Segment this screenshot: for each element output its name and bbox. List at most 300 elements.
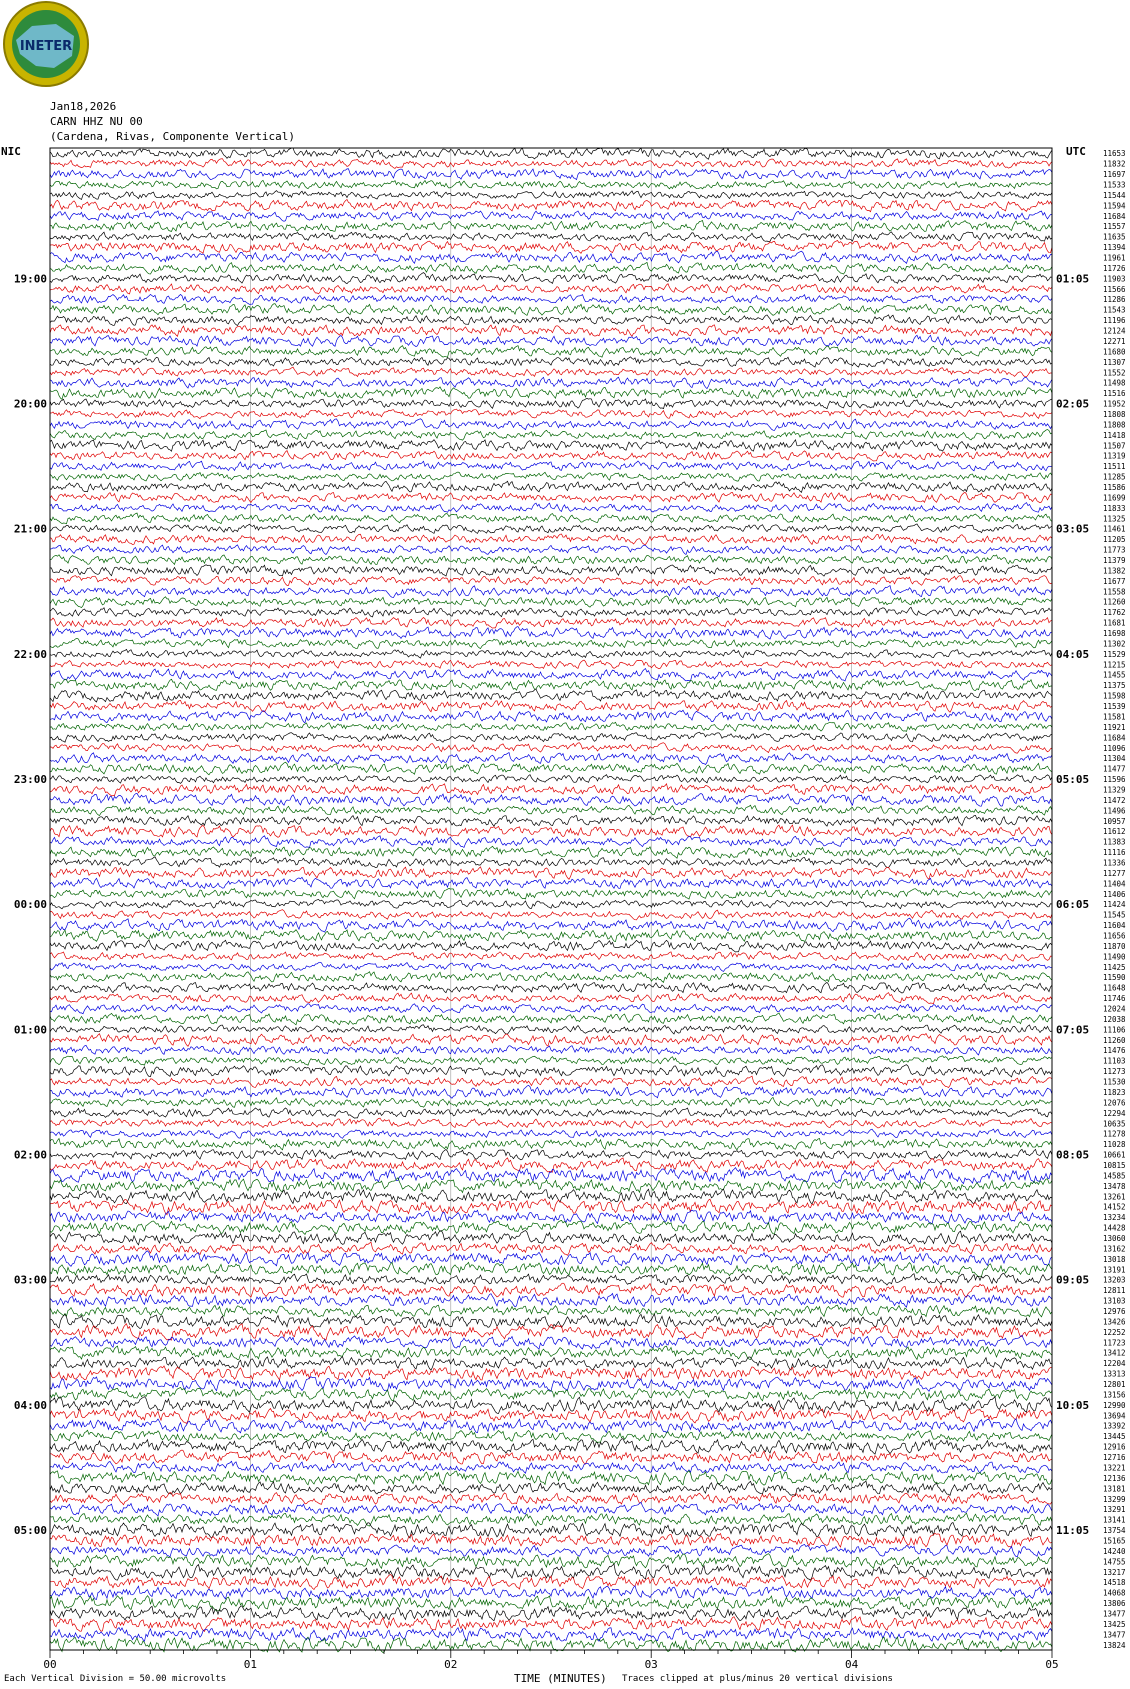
trace-line [50, 586, 1052, 598]
trace-count-label: 11472 [1103, 795, 1126, 805]
trace-line [50, 805, 1052, 815]
trace-count-label: 12024 [1103, 1004, 1126, 1014]
trace-count-label: 11681 [1103, 618, 1126, 628]
trace-count-label: 11566 [1103, 284, 1126, 294]
trace-count-label: 11699 [1103, 493, 1126, 503]
trace-line [50, 899, 1052, 908]
trace-line [50, 1430, 1052, 1442]
trace-line [50, 159, 1052, 169]
trace-line [50, 534, 1052, 545]
trace-line [50, 910, 1052, 920]
trace-count-label: 12271 [1103, 336, 1126, 346]
trace-count-label: 11496 [1103, 806, 1126, 816]
trace-line [50, 1335, 1052, 1349]
trace-count-label: 11382 [1103, 566, 1126, 576]
trace-line [50, 1129, 1052, 1138]
right-hour-label: 04:05 [1056, 647, 1090, 661]
trace-count-label: 13103 [1103, 1296, 1126, 1306]
trace-count-label: 13203 [1103, 1275, 1126, 1285]
trace-count-label: 11286 [1103, 295, 1126, 305]
trace-line [50, 1056, 1052, 1065]
trace-line [50, 304, 1052, 316]
trace-line [50, 1439, 1052, 1455]
trace-count-label: 11684 [1103, 733, 1126, 743]
trace-line [50, 503, 1052, 513]
trace-count-label: 11319 [1103, 451, 1126, 461]
trace-line [50, 325, 1052, 336]
trace-count-label: 11921 [1103, 722, 1126, 732]
trace-count-label: 13806 [1103, 1599, 1126, 1609]
trace-count-label: 13060 [1103, 1233, 1126, 1243]
trace-count-label: 11215 [1103, 660, 1126, 670]
trace-line [50, 1158, 1052, 1172]
trace-count-label: 11746 [1103, 994, 1126, 1004]
trace-count-label: 11406 [1103, 889, 1126, 899]
trace-count-label: 11375 [1103, 681, 1126, 691]
trace-count-label: 13181 [1103, 1484, 1126, 1494]
trace-line [50, 1544, 1052, 1557]
trace-count-label: 13299 [1103, 1494, 1126, 1504]
trace-count-label: 11304 [1103, 754, 1126, 764]
left-hour-label: 19:00 [13, 272, 47, 286]
trace-line [50, 846, 1052, 858]
trace-count-label: 11558 [1103, 587, 1126, 597]
trace-line [50, 1168, 1052, 1184]
trace-line [50, 295, 1052, 305]
trace-count-label: 11461 [1103, 524, 1126, 534]
trace-line [50, 918, 1052, 932]
trace-line [50, 1471, 1052, 1485]
trace-count-label: 11418 [1103, 430, 1126, 440]
trace-line [50, 982, 1052, 993]
trace-count-label: 14152 [1103, 1202, 1126, 1212]
trace-count-label: 12136 [1103, 1473, 1126, 1483]
trace-line [50, 1242, 1052, 1255]
plot-date: Jan18,2026 [50, 100, 117, 113]
trace-line [50, 576, 1052, 586]
trace-count-label: 11653 [1103, 149, 1126, 159]
trace-line [50, 649, 1052, 658]
trace-line [50, 346, 1052, 358]
trace-line [50, 1118, 1052, 1128]
trace-line [50, 679, 1052, 690]
right-hour-label: 08:05 [1056, 1148, 1090, 1162]
trace-count-label: 11260 [1103, 1035, 1126, 1045]
trace-count-label: 11870 [1103, 941, 1126, 951]
x-axis-label: TIME (MINUTES) [514, 1672, 607, 1685]
trace-line [50, 1533, 1052, 1547]
trace-count-label: 11424 [1103, 900, 1126, 910]
trace-count-label: 12916 [1103, 1442, 1126, 1452]
trace-count-label: 11635 [1103, 232, 1126, 242]
trace-line [50, 1324, 1052, 1340]
trace-count-label: 11539 [1103, 702, 1126, 712]
trace-line [50, 793, 1052, 806]
trace-line [50, 492, 1052, 502]
trace-line [50, 451, 1052, 461]
trace-line [50, 1461, 1052, 1473]
trace-line [50, 481, 1052, 492]
trace-line [50, 1522, 1052, 1538]
x-tick-label: 04 [844, 1658, 859, 1668]
trace-line [50, 440, 1052, 452]
trace-line [50, 993, 1052, 1004]
trace-line [50, 169, 1052, 180]
trace-count-label: 12252 [1103, 1327, 1126, 1337]
right-hour-label: 10:05 [1056, 1398, 1090, 1412]
trace-line [50, 211, 1052, 221]
trace-line [50, 377, 1052, 388]
trace-count-label: 11196 [1103, 316, 1126, 326]
trace-count-label: 14068 [1103, 1588, 1126, 1598]
trace-line [50, 962, 1052, 971]
trace-line [50, 430, 1052, 441]
trace-count-label: 11379 [1103, 556, 1126, 566]
gridlines [250, 148, 851, 1650]
trace-line [50, 1606, 1052, 1621]
trace-line [50, 825, 1052, 837]
trace-line [50, 888, 1052, 899]
x-axis [43, 1650, 1058, 1668]
left-hour-label: 00:00 [13, 898, 47, 912]
trace-count-label: 11383 [1103, 837, 1126, 847]
trace-count-label: 13018 [1103, 1254, 1126, 1264]
trace-count-label: 11277 [1103, 868, 1126, 878]
trace-count-label: 13191 [1103, 1265, 1126, 1275]
trace-count-label: 12976 [1103, 1307, 1126, 1317]
trace-count-label: 11684 [1103, 211, 1126, 221]
trace-line [50, 1097, 1052, 1107]
trace-count-label: 14755 [1103, 1557, 1126, 1567]
trace-line [50, 1554, 1052, 1569]
trace-count-label: 13477 [1103, 1630, 1126, 1640]
trace-line [50, 148, 1052, 159]
trace-count-label: 11808 [1103, 409, 1126, 419]
trace-count-label: 13261 [1103, 1192, 1126, 1202]
left-hour-label: 23:00 [13, 773, 47, 787]
trace-count-label: 11557 [1103, 222, 1126, 232]
trace-count-label: 11952 [1103, 399, 1126, 409]
trace-count-label: 12076 [1103, 1098, 1126, 1108]
trace-count-label: 11205 [1103, 535, 1126, 545]
trace-count-label: 11808 [1103, 420, 1126, 430]
trace-count-label: 11530 [1103, 1077, 1126, 1087]
station-description: (Cardena, Rivas, Componente Vertical) [50, 130, 296, 143]
right-hour-label: 06:05 [1056, 898, 1090, 912]
trace-line [50, 315, 1052, 326]
trace-count-label: 11726 [1103, 263, 1126, 273]
trace-count-label: 12294 [1103, 1108, 1126, 1118]
trace-count-label: 13162 [1103, 1244, 1126, 1254]
trace-line [50, 710, 1052, 723]
left-hour-label: 21:00 [13, 522, 47, 536]
trace-count-label: 12124 [1103, 326, 1126, 336]
trace-line [50, 1481, 1052, 1495]
trace-count-label: 11404 [1103, 879, 1126, 889]
left-hour-label: 22:00 [13, 647, 47, 661]
trace-count-label: 11596 [1103, 775, 1126, 785]
trace-line [50, 357, 1052, 367]
trace-count-label: 11329 [1103, 785, 1126, 795]
trace-count-label: 12716 [1103, 1453, 1126, 1463]
trace-count-label: 11455 [1103, 670, 1126, 680]
trace-line [50, 200, 1052, 212]
trace-line [50, 1283, 1052, 1297]
trace-line [50, 596, 1052, 608]
trace-count-label: 11697 [1103, 170, 1126, 180]
trace-line [50, 565, 1052, 576]
trace-count-label: 13445 [1103, 1432, 1126, 1442]
trace-line [50, 1397, 1052, 1414]
trace-line [50, 545, 1052, 555]
trace-count-label: 11394 [1103, 243, 1126, 253]
trace-line [50, 1628, 1052, 1642]
trace-count-label: 11325 [1103, 514, 1126, 524]
trace-count-label: 13426 [1103, 1317, 1126, 1327]
trace-line [50, 669, 1052, 682]
trace-line [50, 627, 1052, 640]
right-hour-label: 05:05 [1056, 773, 1090, 787]
trace-line [50, 1346, 1052, 1360]
trace-count-label: 12811 [1103, 1286, 1126, 1296]
trace-line [50, 857, 1052, 868]
trace-line [50, 419, 1052, 431]
trace-count-label: 14428 [1103, 1223, 1126, 1233]
trace-line [50, 784, 1052, 796]
trace-line [50, 241, 1052, 254]
trace-count-label: 11336 [1103, 858, 1126, 868]
station-code: CARN HHZ NU 00 [50, 115, 143, 128]
trace-count-label: 11604 [1103, 921, 1126, 931]
trace-count-label: 13694 [1103, 1411, 1126, 1421]
trace-count-label: 11590 [1103, 973, 1126, 983]
trace-line [50, 1178, 1052, 1194]
right-hour-label: 02:05 [1056, 397, 1090, 411]
trace-count-label: 13477 [1103, 1609, 1126, 1619]
trace-count-label: 11762 [1103, 608, 1126, 618]
right-hour-label: 03:05 [1056, 522, 1090, 536]
trace-count-label: 11833 [1103, 503, 1126, 513]
trace-count-label: 11544 [1103, 190, 1126, 200]
trace-count-label: 11425 [1103, 962, 1126, 972]
left-hour-label: 04:00 [13, 1398, 47, 1412]
trace-line [50, 1065, 1052, 1077]
trace-count-label: 10815 [1103, 1160, 1126, 1170]
vertical-division-note: Each Vertical Division = 50.00 microvolts [4, 1674, 227, 1684]
trace-count-label: 13156 [1103, 1390, 1126, 1400]
trace-count-label: 10661 [1103, 1150, 1126, 1160]
trace-count-label: 12990 [1103, 1400, 1126, 1410]
trace-line [50, 638, 1052, 648]
trace-line [50, 284, 1052, 294]
trace-line [50, 743, 1052, 753]
trace-line [50, 1305, 1052, 1317]
trace-line [50, 1502, 1052, 1516]
trace-line [50, 1419, 1052, 1433]
trace-count-label: 11594 [1103, 201, 1126, 211]
trace-count-label: 13754 [1103, 1526, 1126, 1536]
trace-count-label: 11823 [1103, 1087, 1126, 1097]
trace-line [50, 1586, 1052, 1600]
trace-count-label: 11648 [1103, 983, 1126, 993]
trace-count-label: 11698 [1103, 629, 1126, 639]
trace-line [50, 1025, 1052, 1034]
trace-line [50, 387, 1052, 400]
trace-line [50, 1617, 1052, 1632]
trace-count-label: 11516 [1103, 389, 1126, 399]
right-hour-labels [1056, 272, 1089, 1537]
seismic-traces [50, 148, 1052, 1653]
trace-line [50, 180, 1052, 189]
trace-count-label: 11529 [1103, 649, 1126, 659]
left-hour-label: 05:00 [13, 1524, 47, 1538]
trace-count-label: 13478 [1103, 1181, 1126, 1191]
trace-count-label: 11498 [1103, 378, 1126, 388]
trace-count-label: 13234 [1103, 1213, 1126, 1223]
trace-count-label: 11028 [1103, 1140, 1126, 1150]
trace-count-label: 11106 [1103, 1025, 1126, 1035]
left-hour-label: 02:00 [13, 1148, 47, 1162]
x-tick-label: 03 [644, 1658, 658, 1668]
trace-line [50, 940, 1052, 952]
left-hour-label: 01:00 [13, 1023, 47, 1037]
trace-line [50, 221, 1052, 232]
trace-count-label: 13392 [1103, 1421, 1126, 1431]
trace-line [50, 1210, 1052, 1224]
trace-count-label: 11586 [1103, 482, 1126, 492]
trace-line [50, 191, 1052, 200]
trace-line [50, 1189, 1052, 1204]
trace-line [50, 367, 1052, 377]
trace-count-label: 11285 [1103, 472, 1126, 482]
trace-line [50, 1108, 1052, 1118]
trace-count-label: 11723 [1103, 1338, 1126, 1348]
trace-count-label: 11260 [1103, 597, 1126, 607]
right-hour-label: 11:05 [1056, 1524, 1090, 1538]
trace-line [50, 732, 1052, 742]
right-hour-label: 09:05 [1056, 1273, 1090, 1287]
trace-count-label: 11490 [1103, 952, 1126, 962]
trace-line [50, 1139, 1052, 1150]
trace-count-label: 10957 [1103, 816, 1126, 826]
trace-count-label: 14518 [1103, 1578, 1126, 1588]
trace-line [50, 1085, 1052, 1098]
trace-line [50, 930, 1052, 942]
trace-count-label: 12801 [1103, 1380, 1126, 1390]
trace-line [50, 1596, 1052, 1611]
trace-count-label: 14585 [1103, 1171, 1126, 1181]
trace-count-label: 10635 [1103, 1119, 1126, 1129]
trace-line [50, 660, 1052, 669]
trace-count-label: 11832 [1103, 159, 1126, 169]
trace-count-label: 11511 [1103, 462, 1126, 472]
trace-line [50, 753, 1052, 765]
trace-count-label: 11278 [1103, 1129, 1126, 1139]
left-hour-labels [14, 272, 47, 1537]
trace-line [50, 1314, 1052, 1328]
trace-count-label: 11307 [1103, 357, 1126, 367]
right-axis-title: UTC [1066, 145, 1086, 158]
trace-line [50, 867, 1052, 879]
trace-line [50, 689, 1052, 702]
trace-line [50, 1034, 1052, 1047]
trace-line [50, 972, 1052, 983]
trace-counts [1103, 149, 1126, 1650]
trace-line [50, 273, 1052, 284]
trace-line [50, 618, 1052, 629]
x-tick-label: 02 [444, 1658, 458, 1668]
clip-note: Traces clipped at plus/minus 20 vertical divisions [622, 1674, 893, 1684]
trace-line [50, 607, 1052, 617]
trace-line [50, 700, 1052, 712]
trace-count-label: 11507 [1103, 441, 1126, 451]
trace-count-label: 11096 [1103, 743, 1126, 753]
trace-line [50, 251, 1052, 263]
trace-count-label: 14240 [1103, 1546, 1126, 1556]
x-tick-label: 01 [243, 1658, 258, 1668]
left-axis-title: NIC [1, 145, 21, 158]
trace-count-label: 11103 [1103, 1056, 1126, 1066]
trace-line [50, 762, 1052, 775]
trace-line [50, 1574, 1052, 1589]
left-hour-label: 03:00 [13, 1273, 47, 1287]
trace-count-label: 11552 [1103, 368, 1126, 378]
trace-line [50, 1149, 1052, 1159]
trace-count-label: 11656 [1103, 931, 1126, 941]
trace-line [50, 1357, 1052, 1371]
trace-line [50, 1076, 1052, 1087]
trace-line [50, 1564, 1052, 1580]
trace-line [50, 1387, 1052, 1400]
trace-line [50, 1013, 1052, 1025]
trace-line [50, 1220, 1052, 1234]
trace-count-label: 13824 [1103, 1640, 1126, 1650]
right-hour-label: 01:05 [1056, 272, 1090, 286]
trace-line [50, 836, 1052, 848]
trace-count-label: 13412 [1103, 1348, 1126, 1358]
trace-count-label: 11612 [1103, 827, 1126, 837]
trace-count-label: 11273 [1103, 1067, 1126, 1077]
trace-count-label: 11116 [1103, 848, 1126, 858]
trace-count-label: 11773 [1103, 545, 1126, 555]
trace-line [50, 775, 1052, 784]
trace-count-label: 11677 [1103, 576, 1126, 586]
trace-line [50, 472, 1052, 481]
trace-line [50, 461, 1052, 471]
trace-line [50, 1004, 1052, 1014]
trace-count-label: 11533 [1103, 180, 1126, 190]
trace-count-label: 11680 [1103, 347, 1126, 357]
trace-count-label: 12038 [1103, 1014, 1126, 1024]
trace-line [50, 877, 1052, 888]
trace-line [50, 232, 1052, 242]
trace-line [50, 524, 1052, 534]
trace-count-label: 12204 [1103, 1359, 1126, 1369]
trace-line [50, 1450, 1052, 1464]
trace-count-label: 11302 [1103, 639, 1126, 649]
trace-line [50, 1294, 1052, 1308]
trace-count-label: 13217 [1103, 1567, 1126, 1577]
trace-line [50, 555, 1052, 565]
x-tick-label: 05 [1045, 1658, 1059, 1668]
trace-line [50, 513, 1052, 524]
trace-line [50, 335, 1052, 346]
trace-count-label: 11543 [1103, 305, 1126, 315]
trace-line [50, 951, 1052, 961]
trace-count-label: 13291 [1103, 1505, 1126, 1515]
trace-line [50, 815, 1052, 826]
trace-line [50, 1231, 1052, 1246]
